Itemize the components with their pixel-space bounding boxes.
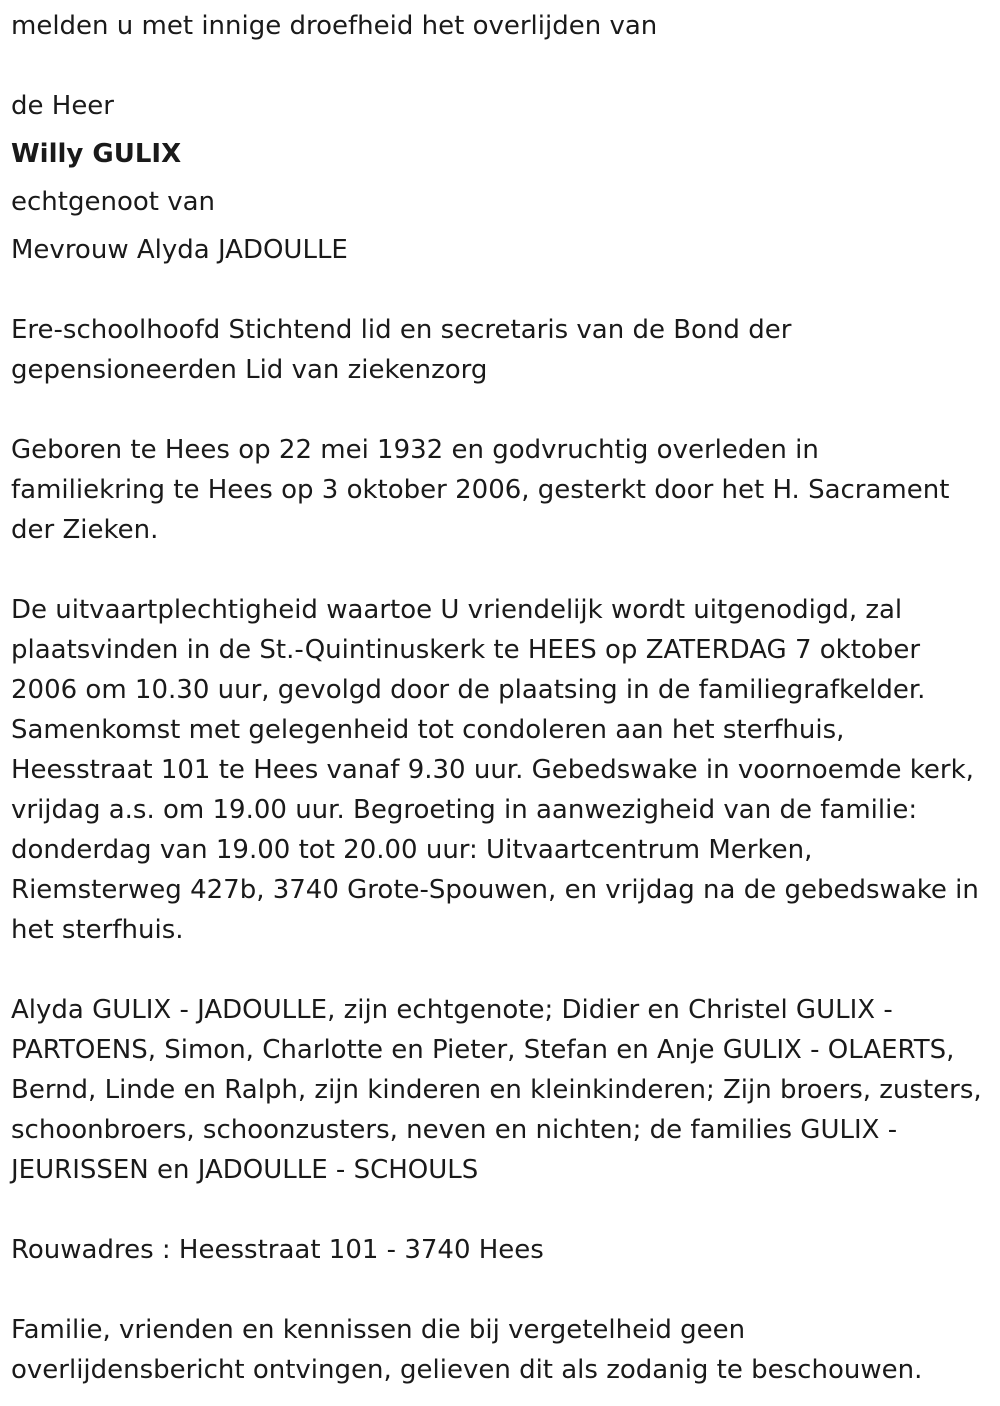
titles-line: Ere-schoolhoofd Stichtend lid en secretaris van de Bond der: [11, 315, 792, 345]
funeral-line: Riemsterweg 427b, 3740 Grote-Spouwen, en vrijdag na de gebedswake in: [11, 875, 979, 905]
funeral-paragraph: [11, 590, 979, 950]
spouse-name: Mevrouw Alyda JADOULLE: [11, 235, 348, 265]
family-line: PARTOENS, Simon, Charlotte en Pieter, Stefan en Anje GULIX - OLAERTS,: [11, 1035, 955, 1065]
funeral-line: plaatsvinden in de St.-Quintinuskerk te HEES op ZATERDAG 7 oktober: [11, 635, 921, 665]
salutation: de Heer: [11, 91, 114, 121]
funeral-line: 2006 om 10.30 uur, gevolgd door de plaatsing in de familiegrafkelder.: [11, 675, 926, 705]
closing-line: overlijdensbericht ontvingen, gelieven dit als zodanig te beschouwen.: [11, 1355, 923, 1385]
birth-paragraph: [11, 430, 949, 550]
funeral-line: het sterfhuis.: [11, 915, 184, 945]
funeral-line: Heesstraat 101 te Hees vanaf 9.30 uur. Gebedswake in voornoemde kerk,: [11, 755, 974, 785]
family-line: schoonbroers, schoonzusters, neven en nichten; de families GULIX -: [11, 1115, 898, 1145]
titles-line: gepensioneerden Lid van ziekenzorg: [11, 355, 488, 385]
funeral-line: De uitvaartplechtigheid waartoe U vriendelijk wordt uitgenodigd, zal: [11, 595, 903, 625]
birth-line: Geboren te Hees op 22 mei 1932 en godvruchtig overleden in: [11, 435, 819, 465]
family-paragraph: [11, 990, 982, 1190]
intro-text: melden u met innige droefheid het overlijden van: [11, 11, 658, 41]
spouse-label: echtgenoot van: [11, 187, 216, 217]
funeral-line: Samenkomst met gelegenheid tot condoleren aan het sterfhuis,: [11, 715, 845, 745]
funeral-line: donderdag van 19.00 tot 20.00 uur: Uitvaartcentrum Merken,: [11, 835, 813, 865]
closing-line: Familie, vrienden en kennissen die bij vergetelheid geen: [11, 1315, 746, 1345]
birth-line: der Zieken.: [11, 515, 159, 545]
funeral-line: vrijdag a.s. om 19.00 uur. Begroeting in aanwezigheid van de familie:: [11, 795, 918, 825]
family-line: JEURISSEN en JADOULLE - SCHOULS: [11, 1155, 479, 1185]
birth-line: familiekring te Hees op 3 oktober 2006, gesterkt door het H. Sacrament: [11, 475, 950, 505]
titles-paragraph: [11, 310, 791, 390]
closing-paragraph: [11, 1310, 922, 1390]
family-line: Bernd, Linde en Ralph, zijn kinderen en kleinkinderen; Zijn broers, zusters,: [11, 1075, 982, 1105]
family-line: Alyda GULIX - JADOULLE, zijn echtgenote; Didier en Christel GULIX -: [11, 995, 893, 1025]
deceased-name: Willy GULIX: [11, 139, 182, 169]
mourning-address: Rouwadres : Heesstraat 101 - 3740 Hees: [11, 1235, 544, 1265]
